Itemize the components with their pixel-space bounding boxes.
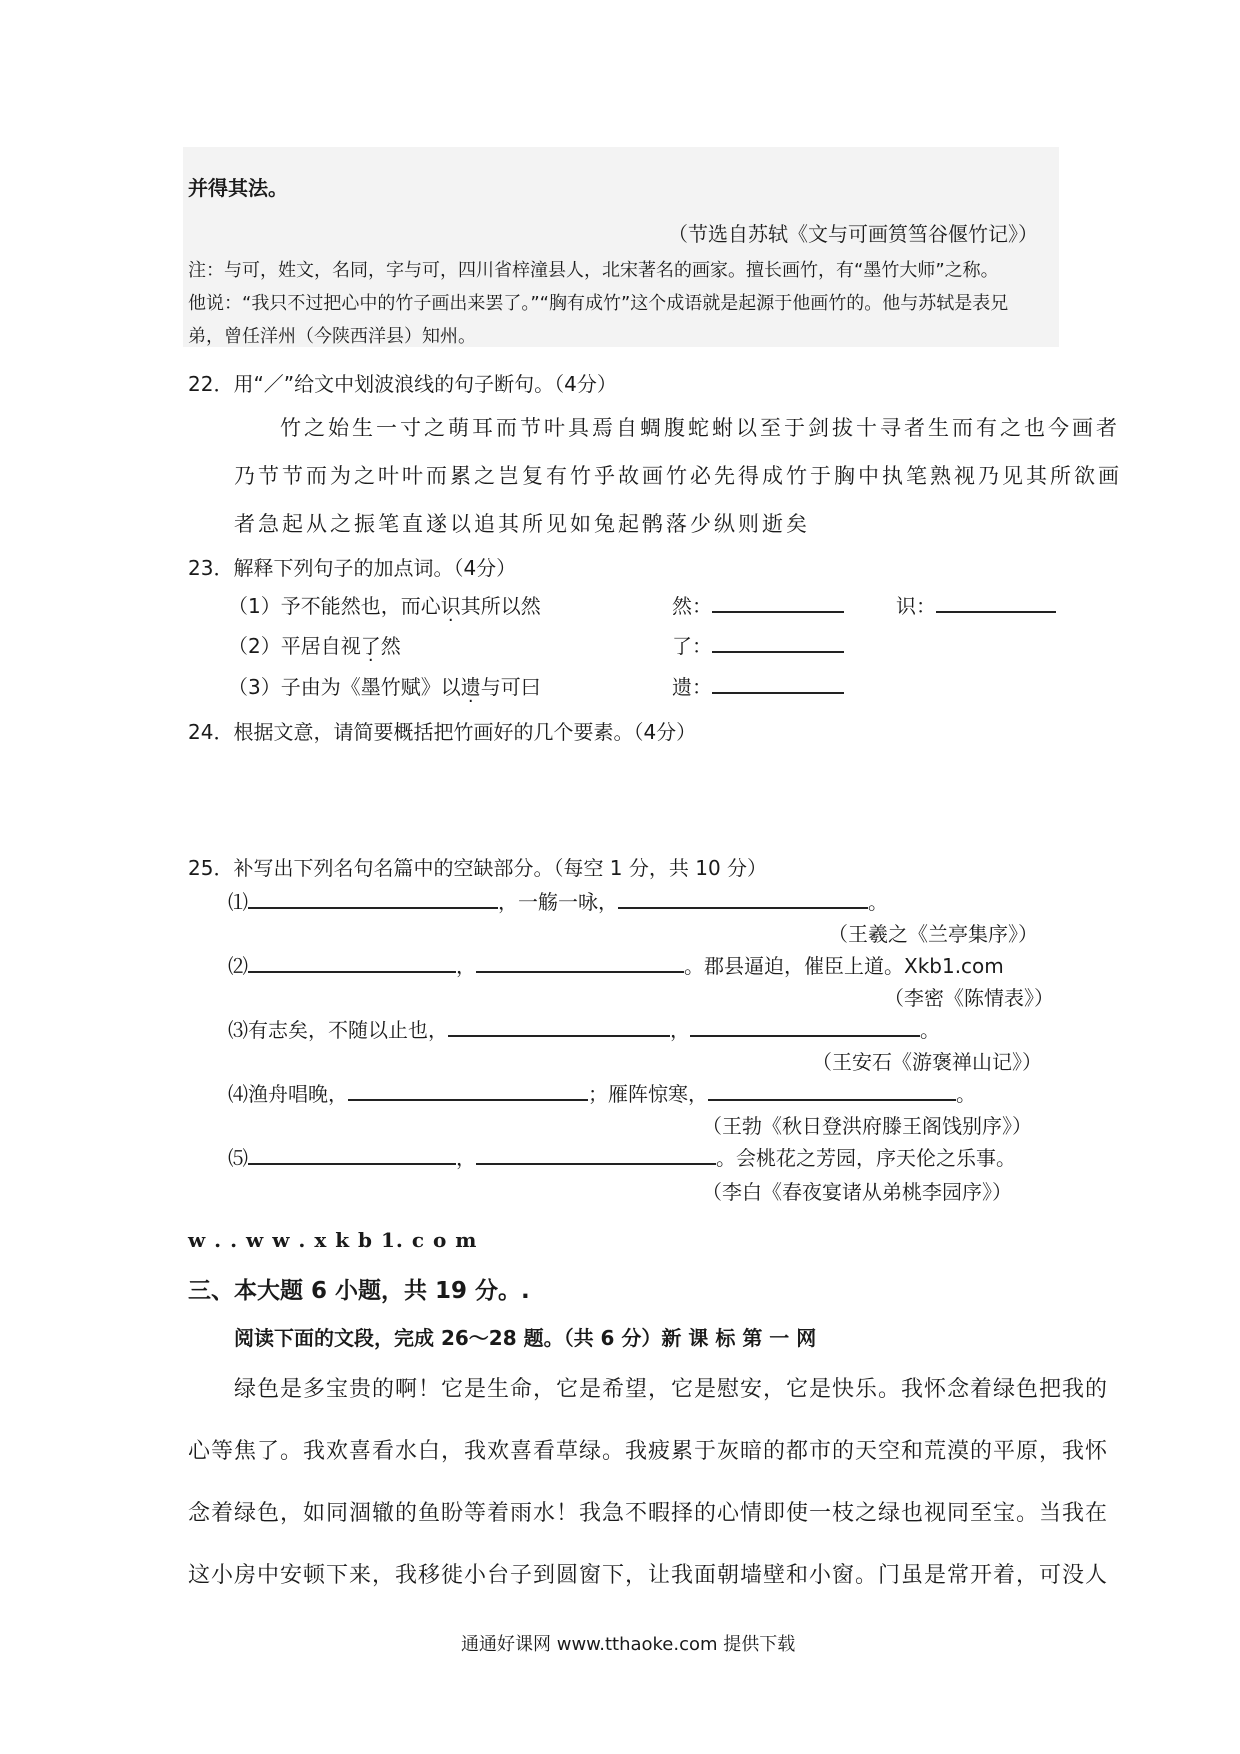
q23-prompt: 23．解释下列句子的加点词。（4分） <box>188 556 517 580</box>
answer-blank[interactable] <box>708 1081 956 1101</box>
q23-item-1: （1）予不能然也，而心识其所以然 <box>228 594 541 618</box>
q22-text-line: 乃节节而为之叶叶而累之岂复有竹乎故画竹必先得成竹于胸中执笔熟视乃见其所欲画 <box>234 464 1122 488</box>
q25-source-2: （李密《陈情表》） <box>884 986 1054 1010</box>
passage-note-line: 注：与可，姓文，名同，字与可，四川省梓潼县人，北宋著名的画家。擅长画竹，有“墨竹大师”之称。 <box>188 260 999 281</box>
section-3-intro: 阅读下面的文段，完成 26～28 题。（共 6 分）新 课 标 第 一 网 <box>234 1326 817 1350</box>
answer-blank[interactable] <box>690 1017 920 1037</box>
q25-item-5: ⑸ ， 。会桃花之芳园，序天伦之乐事。 <box>228 1146 1016 1170</box>
passage-note-line: 弟，曾任洋州（今陕西洋县）知州。 <box>188 326 476 347</box>
q22-text-line: 者急起从之振笔直遂以追其所见如兔起鹘落少纵则逝矣 <box>234 512 810 536</box>
answer-blank[interactable] <box>712 674 844 694</box>
answer-blank[interactable] <box>476 953 684 973</box>
passage-note-line: 他说：“我只不过把心中的竹子画出来罢了。”“胸有成竹”这个成语就是起源于他画竹的。他与苏轼是表兄 <box>188 293 1009 314</box>
answer-blank[interactable] <box>712 593 844 613</box>
reading-line: 这小房中安顿下来，我移徙小台子到圆窗下，让我面朝墙壁和小窗。门虽是常开着，可没人 <box>188 1563 1109 1588</box>
passage-source: （节选自苏轼《文与可画筼筜谷偃竹记》） <box>668 222 1038 246</box>
q23-answer-ran: 然： <box>672 590 844 619</box>
q22-text-line: 竹之始生一寸之萌耳而节叶具焉自蜩腹蛇蚹以至于剑拔十寻者生而有之也今画者 <box>280 416 1120 440</box>
answer-blank[interactable] <box>348 1081 588 1101</box>
section-3-title: 三、本大题 6 小题，共 19 分。. <box>188 1278 530 1304</box>
q25-prompt: 25．补写出下列名句名篇中的空缺部分。（每空 1 分，共 10 分） <box>188 856 768 880</box>
q22-prompt: 22．用“／”给文中划波浪线的句子断句。（4分） <box>188 372 617 396</box>
q25-source-3: （王安石《游褒禅山记》） <box>812 1050 1042 1074</box>
q25-source-4: （王勃《秋日登洪府滕王阁饯别序》） <box>702 1114 1032 1138</box>
passage-tail-line: 并得其法。 <box>188 176 288 200</box>
q23-item-2: （2）平居自视了然 <box>228 634 401 658</box>
q25-item-3: ⑶有志矣，不随以止也， ， 。 <box>228 1018 940 1042</box>
answer-blank[interactable] <box>618 889 868 909</box>
reading-line: 心等焦了。我欢喜看水白，我欢喜看草绿。我疲累于灰暗的都市的天空和荒漠的平原，我怀 <box>188 1439 1109 1464</box>
q25-item-2: ⑵ ， 。郡县逼迫，催臣上道。Xkb1.com <box>228 954 1004 978</box>
passage-shaded-box <box>183 147 1059 347</box>
answer-blank[interactable] <box>712 633 844 653</box>
q24-prompt: 24．根据文意，请简要概括把竹画好的几个要素。（4分） <box>188 720 697 744</box>
q23-item-3: （3）子由为《墨竹赋》以遗与可曰 <box>228 675 541 699</box>
reading-line: 念着绿色，如同涸辙的鱼盼等着雨水！我急不暇择的心情即使一枝之绿也视同至宝。当我在 <box>188 1501 1109 1526</box>
q23-answer-wei: 遗： <box>672 671 844 700</box>
q25-item-4: ⑷渔舟唱晚， ；雁阵惊寒， 。 <box>228 1082 976 1106</box>
q23-answer-le: 了： <box>672 630 844 659</box>
answer-blank[interactable] <box>248 953 456 973</box>
q25-item-1: ⑴ ，一觞一咏， 。 <box>228 890 888 914</box>
q25-source-5: （李白《春夜宴诸从弟桃李园序》） <box>702 1180 1012 1204</box>
q23-answer-shi: 识： <box>896 590 1056 619</box>
page-footer: 通通好课网 www.tthaoke.com 提供下载 <box>461 1634 796 1655</box>
answer-blank[interactable] <box>476 1145 716 1165</box>
watermark-text: w . . w w . x k b 1. c o m <box>188 1228 478 1252</box>
answer-blank[interactable] <box>936 593 1056 613</box>
answer-blank[interactable] <box>448 1017 670 1037</box>
answer-blank[interactable] <box>248 1145 456 1165</box>
q25-source-1: （王羲之《兰亭集序》） <box>828 922 1038 946</box>
answer-blank[interactable] <box>248 889 498 909</box>
reading-line: 绿色是多宝贵的啊！它是生命，它是希望，它是慰安，它是快乐。我怀念着绿色把我的 <box>234 1377 1109 1402</box>
